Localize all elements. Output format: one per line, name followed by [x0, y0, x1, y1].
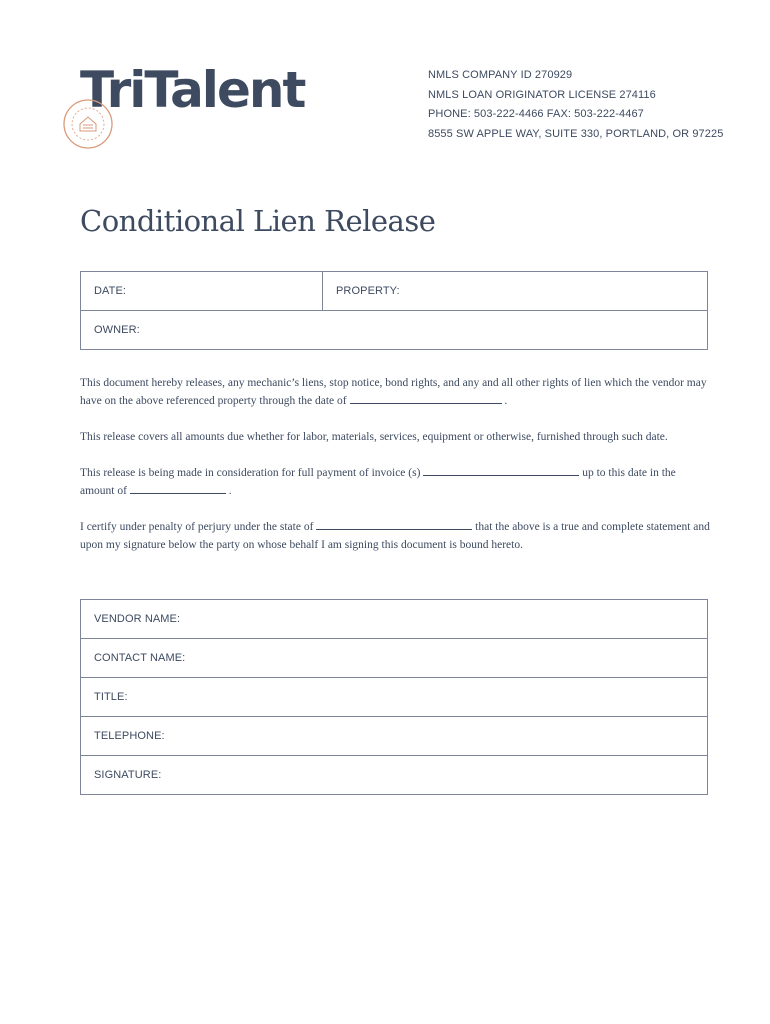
title-label: TITLE:: [94, 691, 128, 703]
phone-fax: PHONE: 503-222-4466 FAX: 503-222-4467: [428, 108, 644, 120]
date-label: DATE:: [94, 285, 127, 297]
nmls-company-id: NMLS COMPANY ID 270929: [428, 69, 573, 81]
equal-housing-seal-icon: [58, 94, 118, 154]
invoice-paragraph: [80, 464, 710, 500]
certify-text-2: that the above is a true and complete statement and upon my signature below the party on whose behalf I am signing this document is bound hereto.: [80, 521, 710, 551]
nmls-loan-license: NMLS LOAN ORIGINATOR LICENSE 274116: [428, 88, 656, 101]
company-logo: [80, 60, 305, 155]
date-property-row: [81, 272, 707, 311]
release-text: This document hereby releases, any mechanic’s liens, stop notice, bond rights, and any and all other rights of lien which the vendor may have on the above referenced property through the date of: [80, 377, 707, 407]
owner-field[interactable]: [81, 311, 707, 349]
company-address: 8555 SW APPLE WAY, SUITE 330, PORTLAND, OR 97225: [428, 127, 724, 140]
company-info: [428, 66, 723, 144]
date-field[interactable]: [81, 272, 323, 310]
certification-paragraph: [80, 518, 710, 554]
property-field[interactable]: [323, 272, 707, 310]
top-form: [80, 271, 708, 350]
owner-label: OWNER:: [94, 324, 140, 336]
contact-row: [81, 639, 707, 678]
vendor-form: [80, 599, 708, 795]
logo-wordmark: TriTalent: [80, 61, 305, 119]
certify-text: I certify under penalty of perjury under the state of: [80, 521, 314, 533]
coverage-paragraph: This release covers all amounts due whether for labor, materials, services, equipment or otherwise, furnished through such date.: [80, 431, 668, 443]
telephone-label: TELEPHONE:: [94, 730, 165, 742]
invoice-text: This release is being made in consideration for full payment of invoice (s): [80, 467, 421, 479]
invoice-text-2: up to this date in the amount of: [80, 467, 676, 497]
title-row: [81, 678, 707, 717]
signature-row: [81, 756, 707, 794]
page-title: Conditional Lien Release: [80, 204, 436, 238]
property-label: PROPERTY:: [336, 285, 400, 297]
invoice-blank[interactable]: [423, 465, 579, 476]
signature-field[interactable]: [81, 756, 707, 794]
invoice-text-end: .: [228, 485, 232, 497]
vendor-name-label: VENDOR NAME:: [94, 613, 181, 625]
release-text-end: .: [504, 395, 508, 407]
contact-name-label: CONTACT NAME:: [94, 652, 186, 664]
vendor-row: [81, 600, 707, 639]
title-field[interactable]: [81, 678, 707, 716]
amount-blank[interactable]: [130, 483, 226, 494]
contact-name-field[interactable]: [81, 639, 707, 677]
telephone-field[interactable]: [81, 717, 707, 755]
state-blank[interactable]: [316, 519, 472, 530]
release-paragraph: [80, 374, 710, 410]
date-blank[interactable]: [350, 393, 502, 404]
signature-label: SIGNATURE:: [94, 769, 162, 781]
vendor-name-field[interactable]: [81, 600, 707, 638]
telephone-row: [81, 717, 707, 756]
owner-row: [81, 311, 707, 349]
